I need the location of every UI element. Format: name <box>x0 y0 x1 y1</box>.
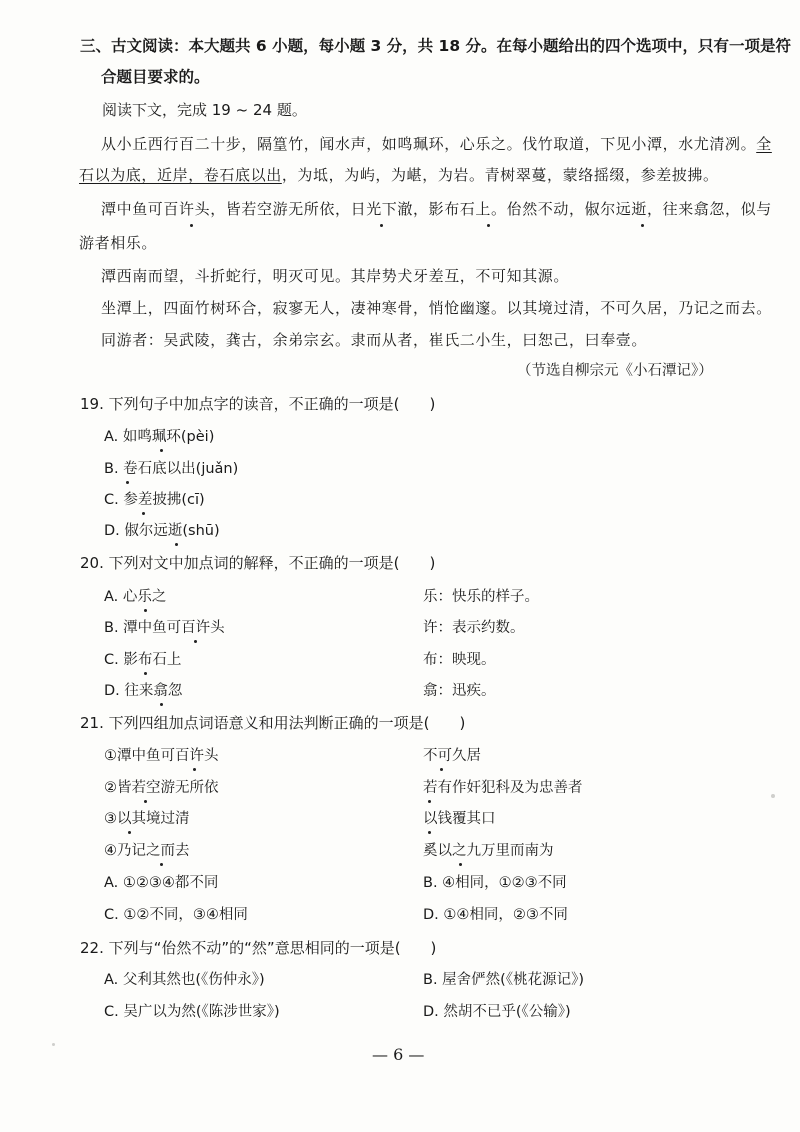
q20-option-a: A. 心乐之 <box>104 589 167 605</box>
section-header: 三、古文阅读：本大题共 6 小题，每小题 3 分，共 18 分。在每小题给出的四个选项中，只有一项是符 <box>80 37 792 55</box>
q20-explanation-a: 乐：快乐的样子。 <box>423 589 539 605</box>
q20-option-c: C. 影布石上 <box>104 652 182 668</box>
emphasis-dot <box>160 449 163 452</box>
emphasis-dot <box>160 703 163 706</box>
q20-explanation-d: 翕：迅疾。 <box>423 683 496 699</box>
q21-option-d: D. ①④相同，②③不同 <box>423 907 568 923</box>
passage-p2-line1: 潭中鱼可百许头，皆若空游无所依，日光下澈，影布石上。佁然不动，俶尔远逝，往来翕忽，似与 <box>101 200 772 218</box>
q20-explanation-c: 布：映现。 <box>423 652 496 668</box>
q19-option-d: D. 俶尔远逝(shū) <box>104 523 220 539</box>
q20-explanation-b: 许：表示约数。 <box>423 620 525 636</box>
passage-p5: 同游者：吴武陵，龚古，余弟宗玄。隶而从者，崔氏二小生，曰恕己，曰奉壹。 <box>101 331 648 349</box>
emphasis-dot <box>175 543 178 546</box>
emphasis-dot <box>128 831 131 834</box>
passage-p2-line2: 游者相乐。 <box>79 234 158 252</box>
passage-p4: 坐潭上，四面竹树环合，寂寥无人，凄神寒骨，悄怆幽邃。以其境过清，不可久居，乃记之而去。 <box>101 299 772 317</box>
q19-option-b: B. 卷石底以出(juǎn) <box>104 461 239 477</box>
emphasis-dot <box>428 831 431 834</box>
q21-item-4-right: 奚以之九万里而南为 <box>423 843 554 859</box>
q21-item-2-left: ②皆若空游无所依 <box>104 780 219 796</box>
passage-p3: 潭西南而望，斗折蛇行，明灭可见。其岸势犬牙差互，不可知其源。 <box>101 267 570 285</box>
q20-option-d: D. 往来翕忽 <box>104 683 183 699</box>
scan-speck <box>771 794 775 798</box>
passage-source: （节选自柳宗元《小石潭记》） <box>517 363 713 379</box>
q19-stem: 19. 下列句子中加点字的读音，不正确的一项是( ) <box>80 395 436 413</box>
emphasis-dot <box>144 800 147 803</box>
emphasis-dot <box>144 609 147 612</box>
emphasis-dot <box>193 768 196 771</box>
passage-p1-line2: 石以为底，近岸，卷石底以出，为坻，为屿，为嵁，为岩。青树翠蔓，蒙络摇缀，参差披拂。 <box>79 166 719 184</box>
emphasis-dot <box>459 863 462 866</box>
q22-stem: 22. 下列与“佁然不动”的“然”意思相同的一项是( ) <box>80 939 437 957</box>
emphasis-dot <box>641 224 644 227</box>
q21-item-2-right: 若有作奸犯科及为忠善者 <box>423 780 583 796</box>
emphasis-dot <box>487 224 490 227</box>
scan-speck <box>52 1043 55 1046</box>
emphasis-dot <box>440 768 443 771</box>
section-header-cont: 合题目要求的。 <box>101 68 210 86</box>
emphasis-dot <box>144 672 147 675</box>
q22-option-d: D. 然胡不已乎(《公输》) <box>423 1004 571 1020</box>
q20-stem: 20. 下列对文中加点词的解释，不正确的一项是( ) <box>80 554 436 572</box>
q22-option-c: C. 吴广以为然(《陈涉世家》) <box>104 1004 280 1020</box>
q19-option-c: C. 参差披拂(cī) <box>104 492 205 508</box>
q21-item-4-left: ④乃记之而去 <box>104 843 190 859</box>
q20-option-b: B. 潭中鱼可百许头 <box>104 620 225 636</box>
q21-option-a: A. ①②③④都不同 <box>104 875 219 891</box>
emphasis-dot <box>428 800 431 803</box>
q21-option-b: B. ④相同，①②③不同 <box>423 875 567 891</box>
emphasis-dot <box>160 863 163 866</box>
q21-stem: 21. 下列四组加点词语意义和用法判断正确的一项是( ) <box>80 714 466 732</box>
q21-option-c: C. ①②不同，③④相同 <box>104 907 248 923</box>
q22-option-b: B. 屋舍俨然(《桃花源记》) <box>423 972 584 988</box>
q21-item-3-right: 以钱覆其口 <box>423 811 496 827</box>
reading-instruction: 阅读下文，完成 19 ~ 24 题。 <box>102 101 307 119</box>
q22-option-a: A. 父利其然也(《伤仲永》) <box>104 972 265 988</box>
q19-option-a: A. 如鸣珮环(pèi) <box>104 429 215 445</box>
emphasis-dot <box>126 481 129 484</box>
q21-item-3-left: ③以其境过清 <box>104 811 190 827</box>
emphasis-dot <box>194 640 197 643</box>
q21-item-1-right: 不可久居 <box>423 748 481 764</box>
emphasis-dot <box>142 512 145 515</box>
passage-p1-line1: 从小丘西行百二十步，隔篁竹，闻水声，如鸣珮环，心乐之。伐竹取道，下见小潭，水尤清冽。全 <box>101 135 772 153</box>
page-number: — 6 — <box>372 1045 425 1064</box>
emphasis-dot <box>380 224 383 227</box>
q21-item-1-left: ①潭中鱼可百许头 <box>104 748 219 764</box>
emphasis-dot <box>190 224 193 227</box>
